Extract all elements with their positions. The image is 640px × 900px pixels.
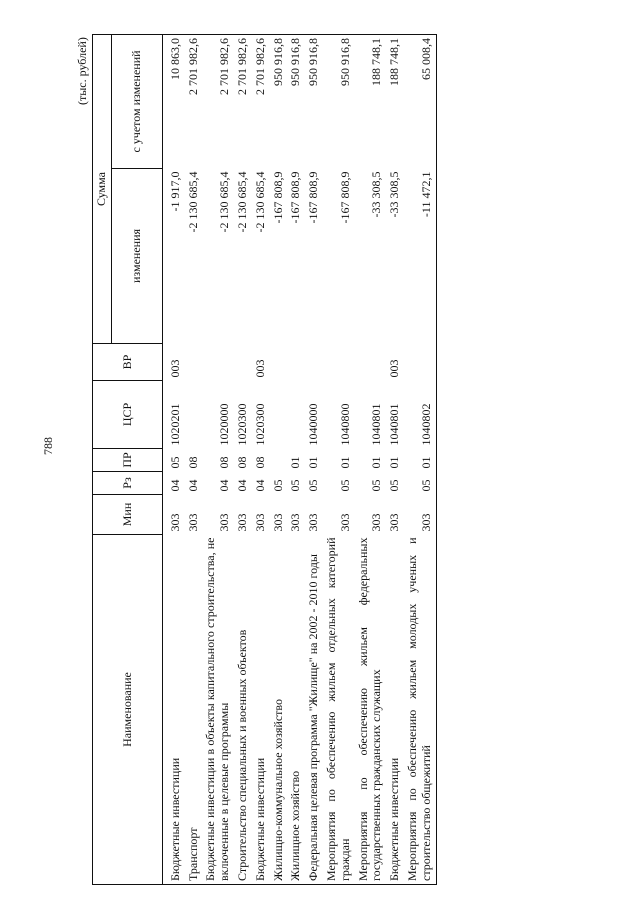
cell-change: -33 308,5 bbox=[369, 171, 384, 218]
header-vr: ВР bbox=[93, 344, 163, 381]
cell-csr: 1020201 bbox=[167, 403, 182, 446]
cell-min: 303 bbox=[270, 513, 285, 532]
cell-name: Строительство специальных и военных объектов bbox=[234, 535, 252, 885]
cell-csr bbox=[270, 381, 288, 449]
cell-csr: 1040801 bbox=[387, 403, 402, 446]
header-rz: Рз bbox=[93, 472, 163, 495]
cell-min: 303 bbox=[185, 513, 200, 532]
header-pr: ПР bbox=[93, 449, 163, 472]
table-row bbox=[323, 34, 355, 884]
cell-name: Бюджетные инвестиции bbox=[386, 535, 404, 885]
table-row bbox=[185, 34, 203, 884]
cell-rz: 04 bbox=[252, 479, 267, 492]
cell-name: Бюджетные инвестиции в объекты капитального строительства, не включенные в целевые программы bbox=[202, 535, 234, 885]
cell-pr: 01 bbox=[288, 456, 303, 469]
header-sum: Сумма bbox=[93, 34, 112, 343]
cell-name: Транспорт bbox=[185, 535, 203, 885]
table-row bbox=[234, 34, 252, 884]
cell-total: 2 701 982,6 bbox=[202, 34, 234, 168]
cell-vr: 003 bbox=[387, 359, 402, 378]
table-row bbox=[386, 34, 404, 884]
cell-rz: 05 bbox=[369, 479, 384, 492]
cell-rz: 04 bbox=[167, 479, 182, 492]
cell-total: 65 008,4 bbox=[404, 34, 436, 168]
cell-name: Мероприятия по обеспечению жильем федеральных государственных гражданских служащих bbox=[355, 535, 387, 885]
cell-total: 2 701 982,6 bbox=[185, 34, 203, 168]
cell-pr: 01 bbox=[337, 456, 352, 469]
cell-total: 950 916,8 bbox=[305, 34, 323, 168]
cell-name: Бюджетные инвестиции bbox=[252, 535, 270, 885]
cell-rz: 05 bbox=[288, 479, 303, 492]
cell-min: 303 bbox=[369, 513, 384, 532]
cell-name: Федеральная целевая программа "Жилище" на 2002 - 2010 годы bbox=[305, 535, 323, 885]
header-min: Мин bbox=[93, 495, 163, 535]
table-row bbox=[355, 34, 387, 884]
cell-vr bbox=[185, 344, 203, 381]
cell-rz: 05 bbox=[337, 479, 352, 492]
cell-pr: 01 bbox=[387, 456, 402, 469]
cell-change: -33 308,5 bbox=[387, 171, 402, 218]
cell-change: -167 808,9 bbox=[288, 171, 303, 224]
cell-vr bbox=[355, 344, 387, 381]
cell-name: Мероприятия по обеспечению жильем молодых ученых и строительство общежитий bbox=[404, 535, 436, 885]
cell-change: -167 808,9 bbox=[337, 171, 352, 224]
cell-min: 303 bbox=[387, 513, 402, 532]
cell-rz: 05 bbox=[306, 479, 321, 492]
cell-csr: 1040000 bbox=[306, 403, 321, 446]
cell-name: Бюджетные инвестиции bbox=[162, 535, 184, 885]
cell-change: -167 808,9 bbox=[270, 171, 285, 224]
cell-change: -2 130 685,4 bbox=[252, 171, 267, 233]
cell-change: -2 130 685,4 bbox=[234, 171, 249, 233]
cell-min: 303 bbox=[167, 513, 182, 532]
cell-pr: 08 bbox=[217, 456, 232, 469]
cell-rz: 04 bbox=[217, 479, 232, 492]
cell-change: -11 472,1 bbox=[404, 169, 436, 344]
header-name: Наименование bbox=[93, 535, 163, 885]
cell-csr bbox=[185, 381, 203, 449]
cell-min: 303 bbox=[404, 495, 436, 535]
cell-total: 2 701 982,6 bbox=[234, 34, 252, 168]
cell-vr bbox=[270, 344, 288, 381]
cell-rz: 05 bbox=[387, 479, 402, 492]
table-row bbox=[270, 34, 288, 884]
units-note: (тыс. рублей) bbox=[75, 37, 89, 105]
cell-vr bbox=[202, 344, 234, 381]
cell-pr: 05 bbox=[167, 456, 182, 469]
budget-table bbox=[92, 34, 437, 885]
cell-min: 303 bbox=[337, 513, 352, 532]
cell-csr: 1020000 bbox=[217, 403, 232, 446]
cell-name: Жилищно-коммунальное хозяйство bbox=[270, 535, 288, 885]
cell-rz: 05 bbox=[404, 472, 436, 495]
cell-change: -167 808,9 bbox=[306, 171, 321, 224]
cell-rz: 04 bbox=[234, 479, 249, 492]
cell-vr bbox=[404, 344, 436, 381]
cell-total: 10 863,0 bbox=[162, 34, 184, 168]
cell-pr: 01 bbox=[369, 456, 384, 469]
cell-change: -2 130 685,4 bbox=[217, 171, 232, 233]
cell-pr: 01 bbox=[306, 456, 321, 469]
table-row bbox=[305, 34, 323, 884]
cell-vr bbox=[287, 344, 305, 381]
cell-csr: 1040801 bbox=[369, 403, 384, 446]
rotated-page bbox=[0, 25, 640, 885]
cell-total: 2 701 982,6 bbox=[252, 34, 270, 168]
cell-total: 950 916,8 bbox=[287, 34, 305, 168]
cell-change: -2 130 685,4 bbox=[185, 171, 200, 233]
cell-min: 303 bbox=[288, 513, 303, 532]
cell-csr: 1020300 bbox=[234, 403, 249, 446]
cell-min: 303 bbox=[217, 513, 232, 532]
cell-name: Мероприятия по обеспечению жильем отдельных категорий граждан bbox=[323, 535, 355, 885]
cell-min: 303 bbox=[252, 513, 267, 532]
cell-csr: 1020300 bbox=[252, 403, 267, 446]
cell-rz: 04 bbox=[185, 479, 200, 492]
cell-total: 188 748,1 bbox=[355, 34, 387, 168]
cell-total: 188 748,1 bbox=[386, 34, 404, 168]
cell-name: Жилищное хозяйство bbox=[287, 535, 305, 885]
table-row bbox=[162, 34, 184, 884]
cell-min: 303 bbox=[234, 513, 249, 532]
cell-pr: 01 bbox=[404, 449, 436, 472]
cell-vr bbox=[234, 344, 252, 381]
page-number: 788 bbox=[41, 437, 55, 455]
header-csr: ЦСР bbox=[93, 381, 163, 449]
cell-csr bbox=[287, 381, 305, 449]
header-with-change: с учетом изменений bbox=[111, 34, 162, 168]
cell-vr bbox=[305, 344, 323, 381]
cell-pr: 08 bbox=[252, 456, 267, 469]
table-row bbox=[252, 34, 270, 884]
cell-vr: 003 bbox=[252, 359, 267, 378]
cell-vr bbox=[323, 344, 355, 381]
cell-pr: 08 bbox=[185, 456, 200, 469]
cell-min: 303 bbox=[306, 513, 321, 532]
cell-vr: 003 bbox=[167, 359, 182, 378]
cell-total: 950 916,8 bbox=[323, 34, 355, 168]
table-row bbox=[202, 34, 234, 884]
header-change: изменения bbox=[111, 169, 162, 344]
cell-rz: 05 bbox=[270, 479, 285, 492]
cell-csr: 1040802 bbox=[404, 381, 436, 449]
cell-pr bbox=[270, 449, 288, 472]
cell-csr: 1040800 bbox=[337, 403, 352, 446]
table-row bbox=[404, 34, 436, 884]
table-row bbox=[287, 34, 305, 884]
cell-change: -1 917,0 bbox=[167, 171, 182, 212]
cell-total: 950 916,8 bbox=[270, 34, 288, 168]
cell-pr: 08 bbox=[234, 456, 249, 469]
